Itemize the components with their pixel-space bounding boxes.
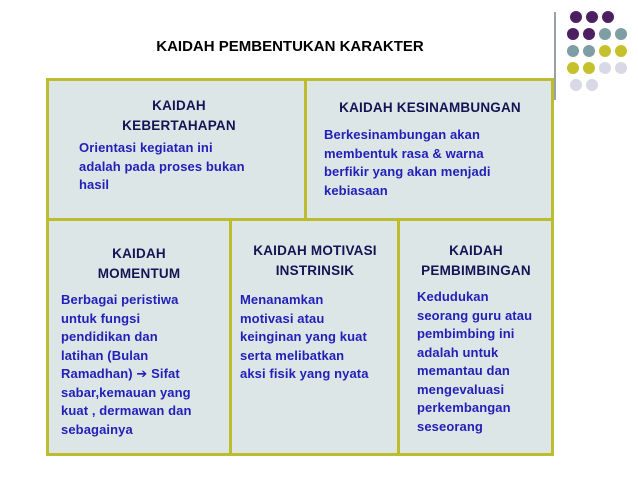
kesinambungan-description: Berkesinambungan akan membentuk rasa & warna berfikir yang akan menjadi kebiasaan: [324, 127, 491, 198]
decorative-dot: [567, 28, 579, 40]
momentum-heading: KAIDAH MOMENTUM: [97, 246, 181, 281]
slide-title: KAIDAH PEMBENTUKAN KARAKTER: [156, 38, 424, 55]
decorative-dot: [615, 45, 627, 57]
bottom-row-divider-left: [229, 218, 232, 453]
pembimbingan-description: Kedudukan seorang guru atau pembimbing ini adalah untuk memantau dan mengevaluasi perkembangan seseorang: [417, 289, 533, 434]
decorative-dot: [567, 45, 579, 57]
motivasi-heading: KAIDAH MOTIVASI INSTRINSIK: [253, 243, 377, 278]
row-divider: [49, 218, 551, 221]
top-row-divider: [304, 81, 307, 218]
motivasi-description: Menanamkan motivasi atau keinginan yang kuat serta melibatkan aksi fisik yang nyata: [240, 292, 369, 381]
decorative-dot: [615, 28, 627, 40]
decorative-dot: [570, 79, 582, 91]
kesinambungan-heading: KAIDAH KESINAMBUNGAN: [339, 100, 521, 115]
momentum-description: Berbagai peristiwa untuk fungsi pendidikan dan latihan (Bulan Ramadhan) ➔ Sifat sabar,kemauan yang kuat , dermawan dan sebagainya: [61, 292, 192, 437]
principles-panel: [46, 78, 554, 456]
decorative-dot-grid: [567, 11, 638, 101]
decorative-dot: [586, 11, 598, 23]
pembimbingan-heading: KAIDAH PEMBIMBINGAN: [421, 243, 531, 278]
decorative-dot: [599, 45, 611, 57]
decorative-dot: [599, 62, 611, 74]
decorative-dot: [583, 62, 595, 74]
decorative-vertical-line: [554, 12, 556, 100]
kebertahapan-description: Orientasi kegiatan ini adalah pada proses bukan hasil: [79, 140, 245, 192]
decorative-dot: [586, 79, 598, 91]
decorative-dot: [583, 45, 595, 57]
decorative-dot: [615, 62, 627, 74]
decorative-dot: [583, 28, 595, 40]
bottom-row-divider-right: [397, 218, 400, 453]
decorative-dot: [602, 11, 614, 23]
decorative-dot: [599, 28, 611, 40]
decorative-dot: [570, 11, 582, 23]
decorative-dot: [567, 62, 579, 74]
kebertahapan-heading: KAIDAH KEBERTAHAPAN: [122, 98, 236, 133]
